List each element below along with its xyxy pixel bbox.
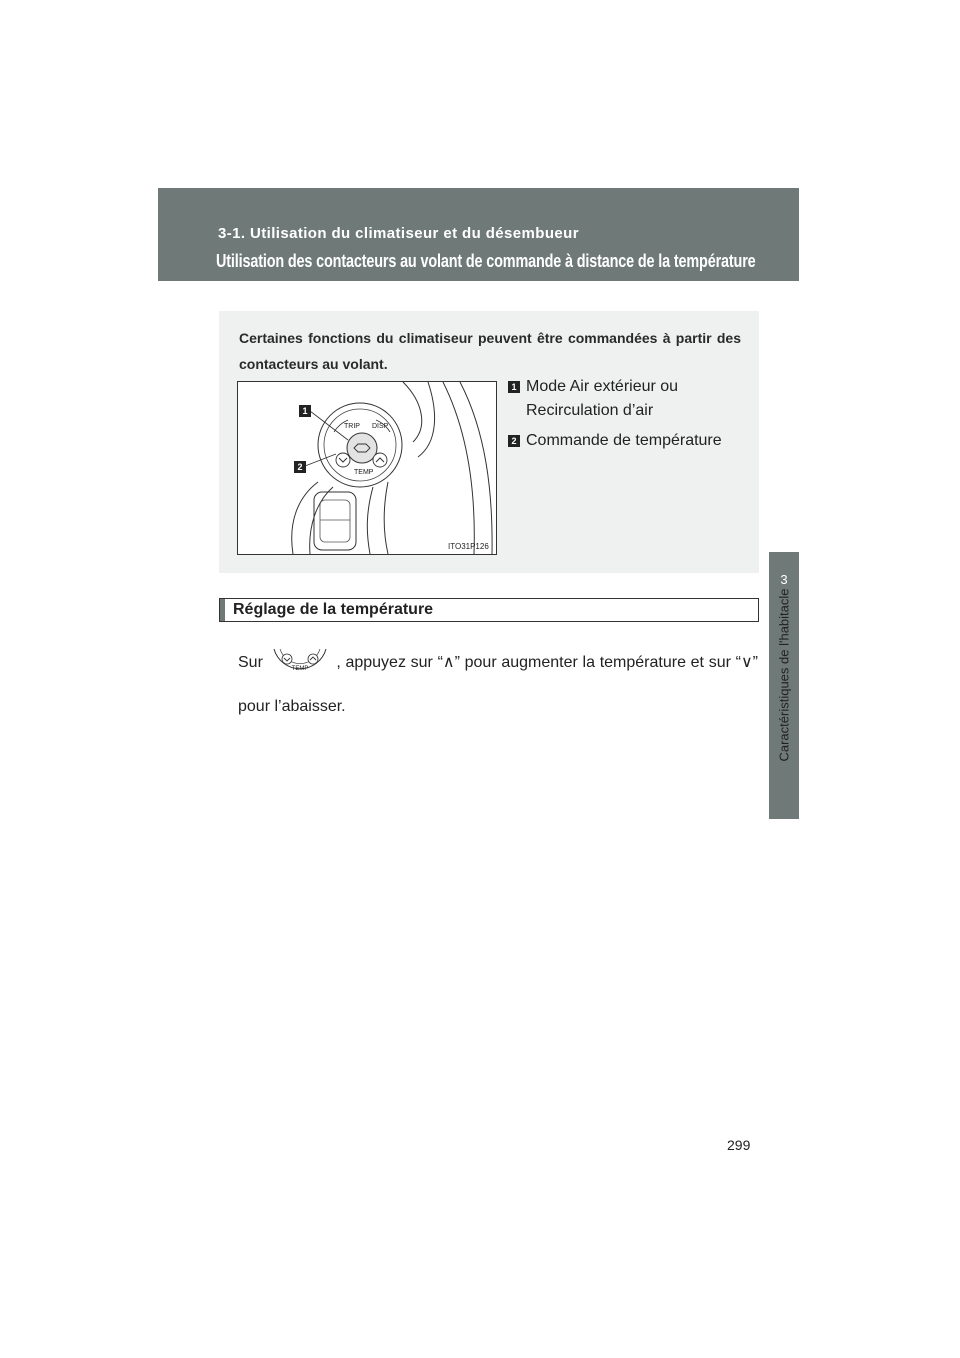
- callout-badge: 2: [508, 435, 520, 447]
- steering-wheel-illustration: [238, 382, 496, 554]
- body-paragraph: [238, 645, 758, 723]
- svg-text:TEMP: TEMP: [291, 666, 308, 672]
- svg-text:2: 2: [297, 462, 303, 472]
- page-title: Utilisation des contacteurs au volant de commande à distance de la température: [216, 250, 756, 271]
- callout-badge: 1: [508, 381, 520, 393]
- callout-text: Commande de température: [526, 432, 722, 449]
- svg-text:1: 1: [302, 406, 308, 416]
- body-text-after: , appuyez sur “∧” pour augmenter la température et sur “∨” pour l’abaisser.: [238, 654, 758, 715]
- intro-text: Certaines fonctions du climatiseur peuvent être commandées à partir des contacteurs au volant.: [239, 330, 741, 372]
- callout-item-1: [506, 375, 751, 423]
- section-title: 3-1. Utilisation du climatiseur et du désembueur: [218, 225, 579, 242]
- body-text-before: Sur: [238, 654, 263, 671]
- page-number: 299: [727, 1137, 751, 1153]
- section-subheading: [219, 598, 759, 622]
- subheading-text: Réglage de la température: [233, 601, 434, 618]
- callout-list: [506, 375, 751, 459]
- chapter-number: 3: [780, 572, 788, 587]
- figure-code: ITO31P126: [448, 542, 489, 551]
- temp-label: TEMP: [354, 469, 374, 476]
- temp-switch-icon: [271, 645, 329, 691]
- intro-box: [219, 311, 759, 573]
- subheading-accent: [220, 599, 225, 621]
- callout-item-2: [506, 429, 751, 453]
- trip-label: TRIP: [344, 423, 360, 430]
- disp-label: DISP: [372, 423, 389, 430]
- steering-switch-figure: [237, 381, 497, 555]
- callout-text: Mode Air extérieur ou Recirculation d’air: [526, 378, 679, 419]
- chapter-label: Caractéristiques de l'habitacle: [776, 588, 792, 762]
- chapter-header: [158, 188, 799, 281]
